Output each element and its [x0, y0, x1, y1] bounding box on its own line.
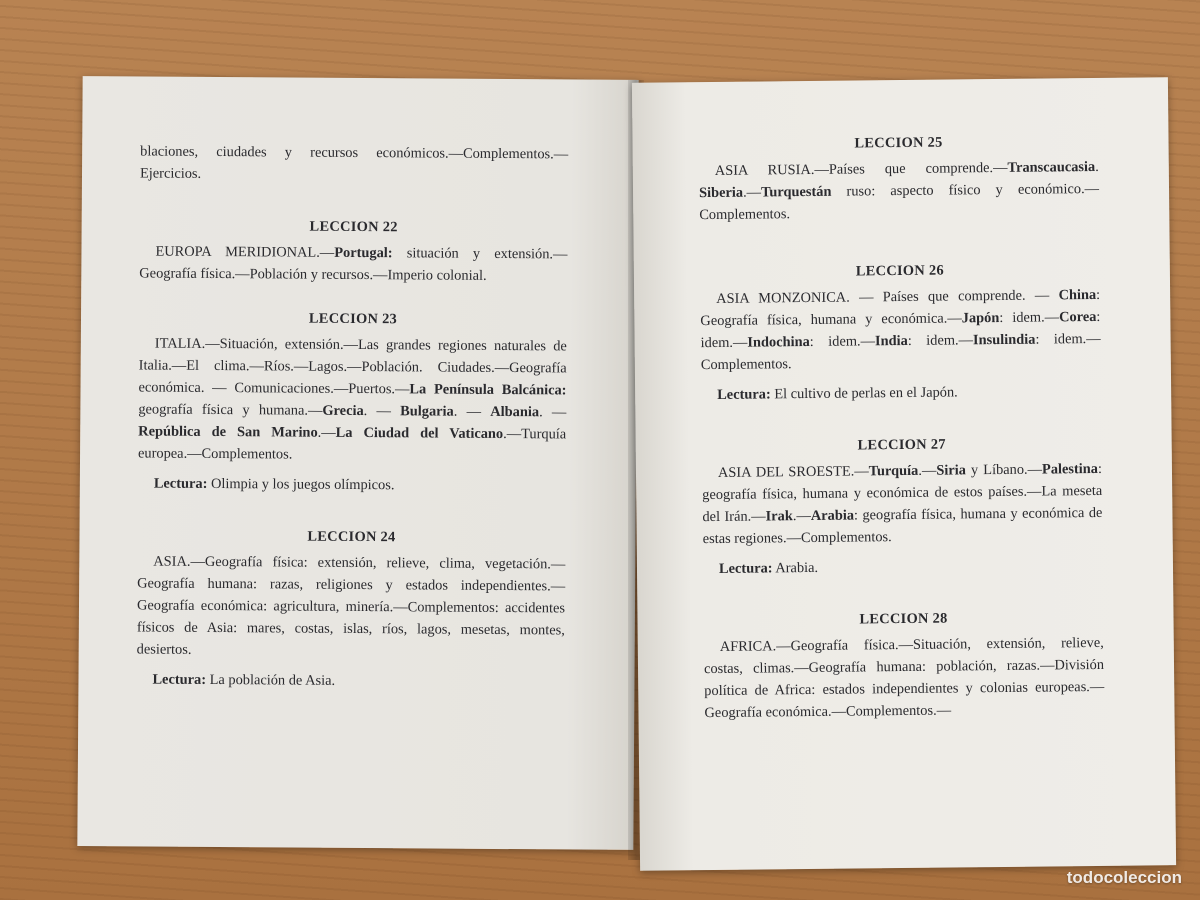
- bold-term: Arabia: [810, 507, 855, 524]
- text-run: : geografía física, humana y económica de estas regiones.—Complementos.: [702, 504, 1103, 548]
- text-run: : idem.—Complementos.: [700, 330, 1101, 374]
- bold-term: Corea: [1058, 308, 1097, 326]
- reading-label: Lectura:: [717, 386, 771, 403]
- bold-term: Siria: [936, 462, 966, 479]
- lesson-28: [703, 606, 1104, 724]
- lesson-body: [139, 240, 567, 287]
- bold-term: Japón: [961, 309, 1000, 327]
- text-run: AFRICA.—Geografía física.—Situación, extensión, relieve, costas, climas.—Geografía humana: población, razas.—División política de Africa: estados independientes y colonias europeas.—Geografía económica.—Complementos.—: [703, 634, 1105, 722]
- bold-term: Albania: [490, 403, 540, 421]
- text-run: .—Turquía europea.—Complementos.: [138, 426, 567, 463]
- lesson-heading: LECCION 22: [309, 218, 398, 236]
- lesson-body: [700, 284, 1101, 376]
- lesson-heading: LECCION 25: [854, 134, 943, 152]
- lesson-23: [138, 306, 567, 497]
- text-run: : idem.—: [700, 308, 1101, 352]
- bold-term: Grecia: [322, 402, 364, 420]
- bold-term: Turquía: [868, 462, 919, 480]
- text-run: situación y extensión.—Geografía física.—Población y recursos.—Imperio colonial.: [139, 245, 568, 284]
- text-run: EUROPA MERIDIONAL.—: [155, 243, 335, 261]
- reading-label: Lectura:: [152, 671, 207, 688]
- text-run: .—: [742, 184, 762, 201]
- text-run: : idem.—: [907, 332, 974, 349]
- right-page: [632, 77, 1176, 871]
- text-run: : idem.—: [809, 333, 876, 350]
- text-run: .—: [918, 462, 937, 479]
- reading-label: Lectura:: [718, 560, 773, 577]
- reading-text: La población de Asia.: [205, 671, 336, 689]
- lesson-22: [139, 214, 567, 287]
- watermark-logo: todocoleccion: [1066, 868, 1182, 887]
- text-run: y Líbano.—: [965, 461, 1043, 479]
- bold-term: Turquestán: [760, 183, 832, 201]
- lesson-reading: [138, 472, 566, 497]
- reading-text: El cultivo de perlas en el Japón.: [770, 384, 958, 403]
- bold-term: Transcaucasia: [1007, 158, 1096, 176]
- reading-text: Olimpia y los juegos olímpicos.: [207, 475, 395, 494]
- lesson-heading: LECCION 27: [857, 436, 946, 454]
- reading-text: Arabia.: [772, 559, 819, 577]
- lesson-reading: [136, 668, 564, 693]
- lesson-26: [700, 258, 1101, 406]
- lesson-25: [698, 130, 1099, 226]
- lesson-body: [704, 632, 1105, 724]
- lesson-27: [702, 432, 1103, 580]
- bold-term: Indochina: [747, 333, 810, 351]
- lesson-heading: LECCION 26: [855, 262, 945, 280]
- lesson-body: [699, 156, 1100, 226]
- text-run: . —: [363, 403, 401, 420]
- lesson-heading: LECCION 23: [308, 310, 398, 328]
- bold-term: La Ciudad del Vaticano: [335, 424, 504, 443]
- left-page: [77, 76, 638, 850]
- bold-term: India: [874, 332, 908, 350]
- bold-term: China: [1058, 286, 1097, 304]
- lesson-heading: LECCION 24: [307, 528, 396, 546]
- text-run: : geografía física, humana y económica de estos países.—La meseta del Irán.—: [702, 460, 1103, 526]
- lesson-body: [137, 550, 566, 663]
- text-run: ASIA DEL SROESTE.—: [717, 463, 869, 481]
- text-run: ITALIA.—Situación, extensión.—Las grandes regiones naturales de Italia.—El clima.—Ríos.—Lagos.—Población. Ciudades.—Geografía económica. — Comunicaciones.—Puertos.—: [138, 335, 567, 398]
- text-run: .: [1095, 158, 1099, 175]
- text-run: .—: [792, 507, 811, 525]
- bold-term: Bulgaria: [400, 403, 454, 420]
- reading-label: Lectura:: [153, 475, 208, 492]
- text-run: ASIA RUSIA.—Países que comprende.—: [714, 159, 1008, 179]
- bold-term: Insulindia: [972, 331, 1036, 349]
- text-run: : idem.—: [999, 309, 1060, 326]
- text-run: ruso: aspecto físico y económico.—Complementos.: [699, 180, 1100, 224]
- text-run: ASIA.—Geografía física: extensión, relieve, clima, vegetación.—Geografía humana: razas, religiones y estados independientes.—Geografía económica: agricultura, minería.—Complementos: accidentes físicos de Asia: mares, costas, islas, ríos, lagos, mesetas, montes, desiertos.: [136, 553, 566, 658]
- lesson-body: [702, 458, 1103, 550]
- lesson-heading: LECCION 28: [859, 610, 948, 628]
- bold-term: Siberia: [698, 184, 744, 202]
- bold-term: Irak: [765, 508, 793, 525]
- bold-term: Palestina: [1041, 460, 1099, 478]
- lesson-24: [136, 524, 565, 693]
- text-run: ASIA MONZONICA. — Países que comprende. —: [716, 287, 1059, 307]
- bold-term: República de San Marino: [138, 423, 318, 441]
- continuation-text: blaciones, ciudades y recursos económicos.—Complementos.—Ejercicios.: [139, 143, 569, 182]
- bold-term: Portugal:: [334, 244, 393, 262]
- lesson-body: [138, 332, 567, 467]
- text-run: .—: [317, 424, 336, 441]
- text-run: : Geografía física, humana y económica.—: [700, 286, 1101, 330]
- text-run: . —: [539, 404, 567, 421]
- text-run: geografía física y humana.—: [138, 401, 323, 419]
- text-run: . —: [453, 403, 491, 420]
- bold-term: La Península Balcánica:: [409, 381, 567, 399]
